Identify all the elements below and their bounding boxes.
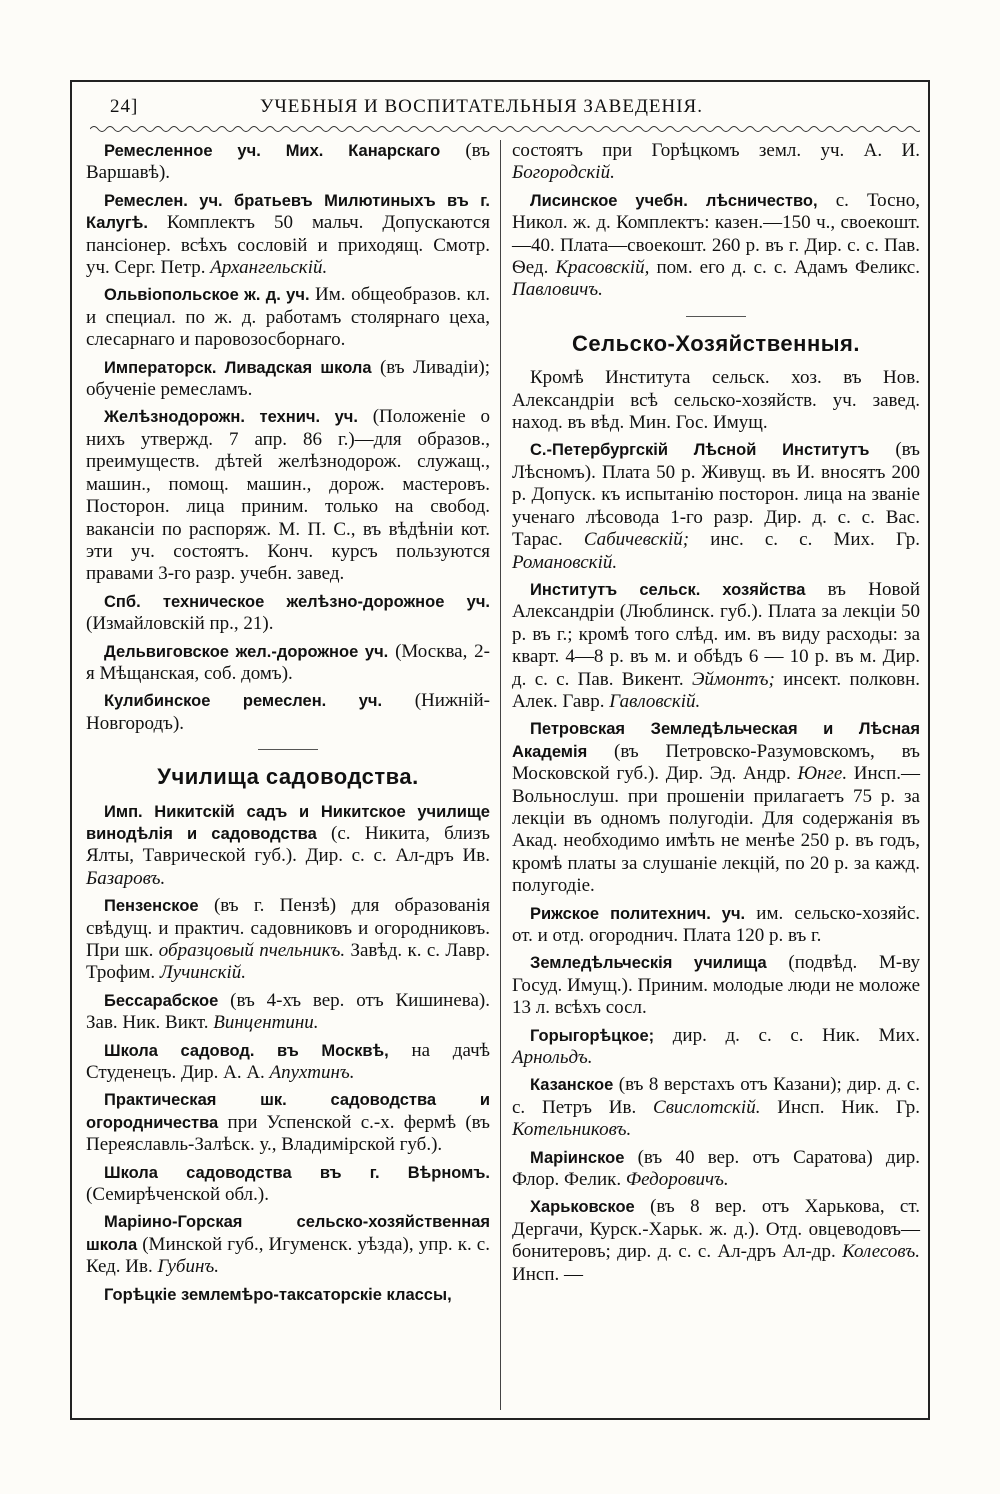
- page-number: 24]: [110, 96, 139, 117]
- entry-agri-schools: Земледѣльческія училища (подвѣд. М-ву Госуд. Имущ.). Приним. молодые люди не моложе 13 л. всѣхъ сосл.: [512, 952, 920, 1019]
- entry-milyutin: Ремеслен. уч. братьевъ Милютиныхъ въ г. Калугѣ. Комплектъ 50 мальч. Допускаются пансіонер. всѣхъ сословій и приходящ. Смотр. уч. Серг. Петр. Архангельскій.: [86, 191, 490, 279]
- entry-railway-tech: Желѣзнодорожн. технич. уч. (Положеніе о нихъ утвержд. 7 апр. 86 г.)—для образов., преимуществ. дѣтей желѣзнодорож. служащ., машин., помощ. машин., дорож. мастеровъ. Посторон. лица приним. только на свобод. вакансіи по распоряж. М. П. С., въ вѣдѣніи кот. эти уч. состоятъ. Конч. курсъ пользуются правами 3-го разр. учебн. завед.: [86, 406, 490, 585]
- entry-agri-intro: Кромѣ Института сельск. хоз. въ Нов. Александріи всѣ сельско-хозяйств. уч. завед. наход. въ вѣд. Мин. Гос. Имущ.: [512, 367, 920, 434]
- section-title-gardening: Училища садоводства.: [157, 764, 419, 790]
- frame-top-rule: [70, 80, 930, 82]
- right-column: [512, 140, 920, 1291]
- entry-mariinsk: Маріинское (въ 40 вер. отъ Саратова) дир. Флор. Фелик. Федоровичъ.: [512, 1146, 920, 1191]
- entry-spb-forest-institute: С.-Петербургскій Лѣсной Институтъ (въ Лѣсномъ). Плата 50 р. Живущ. въ И. вносятъ 200 р. Допуск. къ испытанію посторон. лица на званіе ученаго лѣсовода 1-го разр. Дир. д. с. с. Вас. Тарас. Сабичевскій; инс. с. с. Мих. Гр. Романовскій.: [512, 439, 920, 573]
- entry-delvig: Дельвиговское жел.-дорожное уч. (Москва, 2-я Мѣщанская, соб. домъ).: [86, 640, 490, 684]
- entry-mariino-gorsk: Маріино-Горская сельско-хозяйственная школа (Минской губ., Игуменск. уѣзда), упр. к. с. Кед. Ив. Губинъ.: [86, 1213, 490, 1278]
- entry-kazan: Казанское (въ 8 верстахъ отъ Казани); дир. д. с. с. Петръ Ив. Свислотскій. Инсп. Ник. Гр. Котельниковъ.: [512, 1074, 920, 1141]
- entry-penza: Пензенское (въ г. Пензѣ) для образованія свѣдущ. и практич. садовниковъ и огородниковъ. При шк. образцовый пчельникъ. Завѣд. к. с. Лавр. Трофим. Лучинскій.: [86, 895, 490, 984]
- section-separator: [258, 749, 318, 750]
- column-divider: [500, 140, 501, 1410]
- entry-moscow-garden: Школа садовод. въ Москвѣ, на дачѣ Студенецъ. Дир. А. А. Апухтинъ.: [86, 1039, 490, 1084]
- entry-bessarabia: Бессарабское (въ 4-хъ вер. отъ Кишинева). Зав. Ник. Викт. Винцентини.: [86, 989, 490, 1034]
- entry-nikitsky: Имп. Никитскій садъ и Никитское училище винодѣлія и садоводства (с. Никита, близъ Ялты, Таврической губ.). Дир. с. с. Ал-дръ Ив. Базаровъ.: [86, 802, 490, 889]
- entry-novo-alexandria: Институтъ сельск. хозяйства въ Новой Александріи (Люблинск. губ.). Плата за лекціи 50 р. въ г.; кромѣ того слѣд. им. въ виду расходы: за кварт. 4—8 р. въ м. и обѣдъ 6 — 10 р. въ м. Дир. д. с. с. Пав. Викент. Эймонтъ; инсект. полковн. Алек. Гавр. Гавловскій.: [512, 578, 921, 712]
- entry-riga-polytech: Рижское политехнич. уч. им. сельско-хозяйс. от. и отд. огороднич. Плата 120 р. въ г.: [512, 902, 920, 946]
- entry-petrovsk-academy: Петровская Земледѣльческая и Лѣсная Академія (въ Петровско-Разумовскомъ, въ Московской губ.). Дир. Эд. Андр. Юнге. Инсп.—Вольнослуш. при прошеніи прилагаетъ 75 р. за лекціи въ одномъ полугодіи. Для содержанія въ Акад. необходимо имѣть не менѣе 250 р. въ годъ, кромѣ платы за слушаніе лекцій, по 20 р. за кажд. полугодіе.: [512, 720, 920, 897]
- wavy-rule: [90, 124, 920, 134]
- section-separator: [686, 316, 746, 317]
- entry-goretsk-continued: состоятъ при Горѣцкомъ земл. уч. А. И. Богородскій.: [512, 140, 920, 184]
- entry-kanarsky: Ремесленное уч. Мих. Канарскаго (въ Варшавѣ).: [86, 140, 490, 184]
- entry-livadia: Императорск. Ливадская школа (въ Ливадіи); обученіе ремесламъ.: [86, 356, 490, 401]
- running-title: УЧЕБНЫЯ И ВОСПИТАТЕЛЬНЫЯ ЗАВЕДЕНІЯ.: [260, 96, 703, 117]
- frame-left-rule: [70, 80, 72, 1420]
- entry-spb-railway: Спб. техническое желѣзно-дорожное уч. (Измайловскій пр., 21).: [86, 592, 490, 635]
- entry-kharkov: Харьковское (въ 8 вер. отъ Харькова, ст. Дергачи, Курск.-Харьк. ж. д.). Отд. овцеводовъ—бонитеровъ; дир. д. с. с. Ал-дръ Ал-др. Колесовъ. Инсп. —: [512, 1196, 920, 1285]
- entry-lisino: Лисинское учебн. лѣсничество, с. Тосно, Никол. ж. д. Комплектъ: казен.—150 ч., своекошт.—40. Плата—своекошт. 260 р. въ г. Дир. с. с. Пав. Ѳед. Красовскій, пом. его д. с. с. Адамъ Феликс. Павловичъ.: [512, 189, 920, 301]
- entry-kulibin: Кулибинское ремеслен. уч. (Нижній-Новгородъ).: [86, 690, 490, 734]
- page-header: [110, 96, 910, 126]
- frame-bottom-rule: [70, 1418, 930, 1420]
- entry-uspensk: Практическая шк. садоводства и огородничества при Успенской с.-х. фермѣ (въ Переяславль-Залѣск. у., Владимірской губ.).: [86, 1091, 490, 1156]
- entry-olviopol: Ольвіопольское ж. д. уч. Им. общеобразов. кл. и специал. по ж. д. работамъ столярнаго цеха, слесарнаго и паровозосборнаго.: [86, 284, 490, 351]
- entry-gorygoretsk: Горыгорѣцкое; дир. д. с. с. Ник. Мих. Арнольдъ.: [512, 1024, 920, 1069]
- entry-goretsk-classes: Горѣцкіе землемѣро-таксаторскіе классы,: [104, 1285, 452, 1304]
- entry-verny: Школа садоводства въ г. Вѣрномъ. (Семирѣченской обл.).: [86, 1163, 490, 1206]
- left-column: [86, 140, 490, 1311]
- section-title-agricultural: Сельско-Хозяйственныя.: [572, 330, 860, 356]
- frame-right-rule: [928, 80, 930, 1420]
